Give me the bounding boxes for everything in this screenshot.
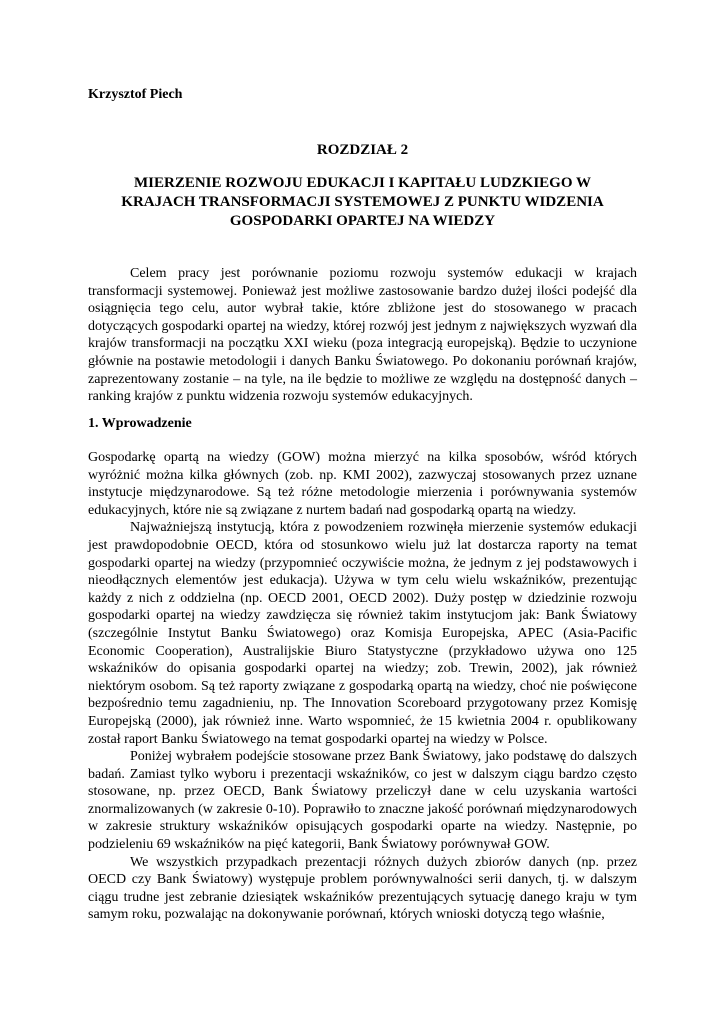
author-name: Krzysztof Piech	[88, 87, 183, 102]
body-paragraph: Najważniejszą instytucją, która z powodzeniem rozwinęła mierzenie systemów edukacji jest prawdopodobnie OECD, która od stosunkowo wielu już lat dostarcza raporty na temat gospodarki opartej na wiedzy (przypomnieć oczywiście można, że jednym z jej podstawowych i nieodłącznych elementów jest edukacja). Używa w tym celu wielu wskaźników, prezentując każdy z nich z oddzielna (np. OECD 2001, OECD 2002). Duży postęp w dziedzinie rozwoju gospodarki opartej na wiedzy zawdzięcza się również takim instytucjom jak: Bank Światowy (szczególnie Instytut Banku Światowego) oraz Komisja Europejska, APEC (Asia-Pacific Economic Cooperation), Australijskie Biuro Statystyczne (przykładowo używa ono 125 wskaźników do opisania gospodarki opartej na wiedzy; zob. Trewin, 2002), jak również niektórym osobom. Są też raporty związane z gospodarką opartą na wiedzy, choć nie poświęcone bezpośrednio temu zagadnieniu, np. The Innovation Scoreboard przygotowany przez Komisję Europejską (2000), jak również inne. Warto wspomnieć, że 15 kwietnia 2004 r. opublikowany został raport Banku Światowego na temat gospodarki opartej na wiedzy w Polsce.	[88, 520, 637, 747]
intro-paragraph-block	[88, 265, 637, 406]
chapter-title	[88, 174, 637, 231]
intro-paragraph: Celem pracy jest porównanie poziomu rozwoju systemów edukacji w krajach transformacji systemowej. Ponieważ jest możliwe zastosowanie bardzo dużej ilości podejść dla osiągnięcia tego celu, autor wybrał takie, które zbliżone jest do stosowanego w pracach dotyczących gospodarki opartej na wiedzy, której rozwój jest jednym z największych wyzwań dla krajów transformacji na początku XXI wieku (poza integracją europejską). Będzie to uczynione głównie na postawie metodologii i danych Banku Światowego. Po dokonaniu porównań krajów, zaprezentowany zostanie – na tyle, na ile będzie to możliwe ze względu na dostępność danych – ranking krajów z punktu widzenia rozwoju systemów edukacyjnych.	[88, 266, 637, 405]
body-paragraph: Gospodarkę opartą na wiedzy (GOW) można mierzyć na kilka sposobów, wśród których wyróżnić można kilka głównych (zob. np. KMI 2002), zazwyczaj stosowanych przez uznane instytucje międzynarodowe. Są też różne metodologie mierzenia i porównywania systemów edukacyjnych, które nie są związane z nurtem badań nad gospodarką opartą na wiedzy.	[88, 450, 637, 518]
section-body	[88, 449, 637, 924]
title-line: GOSPODARKI OPARTEJ NA WIEDZY	[229, 213, 496, 229]
body-paragraph: Poniżej wybrałem podejście stosowane przez Bank Światowy, jako podstawę do dalszych badań. Zamiast tylko wyboru i prezentacji wskaźników, co jest w dalszym ciągu bardzo często stosowane, np. przez OECD, Bank Światowy przeliczył dane w celu uzyskania wartości znormalizowanych (w zakresie 0-10). Poprawiło to znaczne jakość porównań międzynarodowych w zakresie struktury wskaźników opisujących gospodarki oparte na wiedzy. Następnie, po podzieleniu 69 wskaźników na pięć kategorii, Bank Światowy porównywał GOW.	[88, 749, 637, 853]
title-line: KRAJACH TRANSFORMACJI SYSTEMOWEJ Z PUNKTU WIDZENIA	[121, 194, 604, 210]
chapter-label: ROZDZIAŁ 2	[316, 142, 409, 158]
title-line: MIERZENIE ROZWOJU EDUKACJI I KAPITAŁU LUDZKIEGO W	[133, 175, 591, 191]
section-heading: 1. Wprowadzenie	[88, 416, 192, 431]
body-paragraph: We wszystkich przypadkach prezentacji różnych dużych zbiorów danych (np. przez OECD czy Bank Światowy) występuje problem porównywalności serii danych, tj. w dalszym ciągu trudne jest zebranie dziesiątek wskaźników prezentujących sytuację danego kraju w tym samym roku, pozwalając na dokonywanie porównań, których wnioski dotyczą tego właśnie,	[88, 854, 637, 923]
